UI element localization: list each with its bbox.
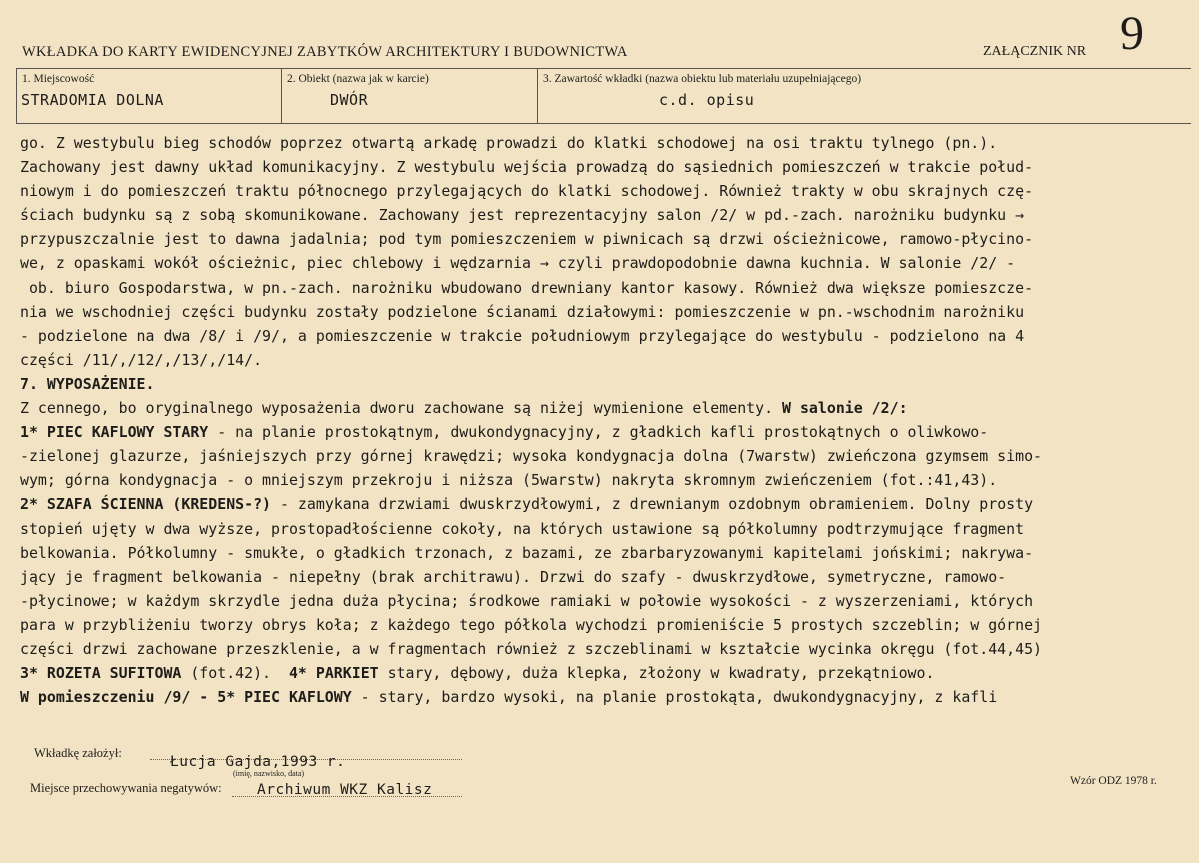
text-segment: - podzielone na dwa /8/ i /9/, a pomieszczenie w trakcie południowym przylegające do westybulu - podzielono na 4	[20, 326, 1025, 345]
text-line	[20, 637, 1185, 661]
text-line	[20, 661, 1185, 685]
text-line	[20, 541, 1185, 565]
text-line	[20, 227, 1185, 251]
text-segment: (fot.42).	[181, 664, 289, 683]
card-title: WKŁADKA DO KARTY EWIDENCYJNEJ ZABYTKÓW ARCHITEKTURY I BUDOWNICTWA	[22, 44, 628, 60]
fields-bottom-rule	[16, 123, 1191, 124]
text-segment: -zielonej glazurze, jaśniejszych przy górnej krawędzi; wysoka kondygnacja dolna (7warstw) zwieńczona gzymsem simo-	[20, 447, 1043, 466]
text-segment: - na planie prostokątnym, dwukondygnacyjny, z gładkich kafli prostokątnych o oliwkowo-	[208, 423, 989, 442]
text-line	[20, 203, 1185, 227]
object-value: DWÓR	[330, 91, 369, 109]
text-line	[20, 131, 1185, 155]
text-segment: jący je fragment belkowania - niepełny (brak architrawu). Drzwi do szafy - dwuskrzydłowe, symetryczne, ramowo-	[20, 567, 1007, 586]
field-divider-2	[537, 68, 538, 124]
object-label: 2. Obiekt (nazwa jak w karcie)	[287, 73, 429, 85]
text-line	[20, 420, 1185, 444]
text-segment: belkowania. Półkolumny - smukłe, o gładkich trzonach, z bazami, ze zbarbaryzowanymi kapitelami jońskimi; nakrywa-	[20, 543, 1034, 562]
author-value: Łucja Gajda,1993 r.	[170, 754, 346, 770]
text-segment: przypuszczalnie jest to dawna jadalnia; pod tym pomieszczeniem w piwnicach są drzwi ościeżnicowe, ramowo-płycino-	[20, 230, 1034, 249]
content-value: c.d. opisu	[659, 91, 755, 109]
text-segment: we, z opaskami wokół ościeżnic, piec chlebowy i wędzarnia → czyli prawdopodobnie dawna kuchnia. W salonie /2/ -	[20, 254, 1016, 273]
header-rule	[16, 68, 1191, 69]
text-segment: Z cennego, bo oryginalnego wyposażenia dworu zachowane są niżej wymienione elementy.	[20, 399, 783, 418]
text-line	[20, 300, 1185, 324]
text-segment: nia we wschodniej części budynku zostały podzielone ścianami działowymi: pomieszczenie w pn.-wschodnim narożniku	[20, 302, 1025, 321]
text-segment: ściach budynku są z sobą skomunikowane. Zachowany jest reprezentacyjny salon /2/ w pd.-zach. narożniku budynku →	[20, 206, 1025, 225]
storage-label: Miejsce przechowywania negatywów:	[30, 781, 222, 795]
text-line	[20, 589, 1185, 613]
text-line	[20, 348, 1185, 372]
text-segment: - zamykana drzwiami dwuskrzydłowymi, z drewnianym ozdobnym obramieniem. Dolny prosty	[271, 495, 1034, 514]
text-line	[20, 444, 1185, 468]
text-line	[20, 685, 1185, 709]
bold-text-segment: 3* ROZETA SUFITOWA	[20, 664, 182, 683]
text-line	[20, 251, 1185, 275]
text-segment: para w przybliżeniu tworzy obrys koła; z każdego tego półkola wychodzi promieniście 5 prostych szczeblin; w górnej	[20, 615, 1043, 634]
text-line	[20, 517, 1185, 541]
text-segment: ob. biuro Gospodarstwa, w pn.-zach. narożniku wbudowano drewniany kantor kasowy. Również dwa większe pomieszcze-	[20, 278, 1034, 297]
text-segment: Zachowany jest dawny układ komunikacyjny. Z westybulu wejścia prowadzą do sąsiednich pomieszczeń w trakcie połud-	[20, 158, 1034, 177]
text-line	[20, 396, 1185, 420]
text-line	[20, 613, 1185, 637]
author-hint: (imię, nazwisko, data)	[233, 769, 305, 778]
text-segment: stopień ujęty w dwa wyższe, prostopadłościenne cokoły, na których ustawione są półkolumny podtrzymujące fragment	[20, 519, 1025, 538]
bold-text-segment: 1* PIEC KAFLOWY STARY	[20, 423, 209, 442]
bold-text-segment: W salonie /2/:	[782, 399, 908, 418]
text-segment: -płycinowe; w każdym skrzydle jedna duża płycina; środkowe ramiaki w połowie wysokości - z wyszerzeniami, których	[20, 591, 1034, 610]
text-segment: części /11/,/12/,/13/,/14/.	[20, 350, 263, 369]
text-line	[20, 468, 1185, 492]
text-line	[20, 492, 1185, 516]
text-line	[20, 324, 1185, 348]
bold-text-segment: 4* PARKIET	[288, 664, 379, 683]
author-label: Wkładkę założył:	[34, 746, 122, 760]
field-divider-1	[281, 68, 282, 124]
text-line	[20, 155, 1185, 179]
field-divider-left	[16, 68, 17, 124]
text-segment: wym; górna kondygnacja - o mniejszym przekroju i niższa (5warstw) nakryta skromnym zwieńczeniem (fot.:41,43).	[20, 471, 998, 490]
bold-text-segment: 2* SZAFA ŚCIENNA (KREDENS-?)	[20, 495, 272, 514]
text-segment: go. Z westybulu bieg schodów poprzez otwartą arkadę prowadzi do klatki schodowej na osi traktu tylnego (pn.).	[20, 134, 998, 152]
description-text	[20, 131, 1185, 709]
place-label: 1. Miejscowość	[22, 73, 95, 85]
text-line	[20, 565, 1185, 589]
content-label: 3. Zawartość wkładki (nazwa obiektu lub materiału uzupełniającego)	[543, 73, 862, 85]
text-segment: niowym i do pomieszczeń traktu północnego przylegających do klatki schodowej. Również trakty w obu skrajnych czę-	[20, 182, 1034, 201]
bold-text-segment: W pomieszczeniu /9/ - 5* PIEC KAFLOWY	[20, 688, 352, 707]
text-line	[20, 179, 1185, 203]
attachment-label: ZAŁĄCZNIK NR	[983, 44, 1087, 59]
text-line	[20, 276, 1185, 300]
bold-text-segment: 7. WYPOSAŻENIE.	[20, 374, 155, 393]
storage-value: Archiwum WKZ Kalisz	[257, 782, 433, 798]
place-value: STRADOMIA DOLNA	[21, 91, 164, 109]
text-segment: - stary, bardzo wysoki, na planie prostokąta, dwukondygnacyjny, z kafli	[351, 688, 998, 707]
form-code: Wzór ODZ 1978 r.	[1070, 775, 1157, 787]
text-line	[20, 372, 1185, 396]
text-segment: części drzwi zachowane przeszklenie, a w fragmentach również z szczeblinami w kształcie wycinka okręgu (fot.44,45)	[20, 639, 1043, 658]
text-segment: stary, dębowy, duża klepka, złożony w kwadraty, przekątniowo.	[378, 664, 935, 683]
attachment-number: 9	[1120, 7, 1144, 60]
